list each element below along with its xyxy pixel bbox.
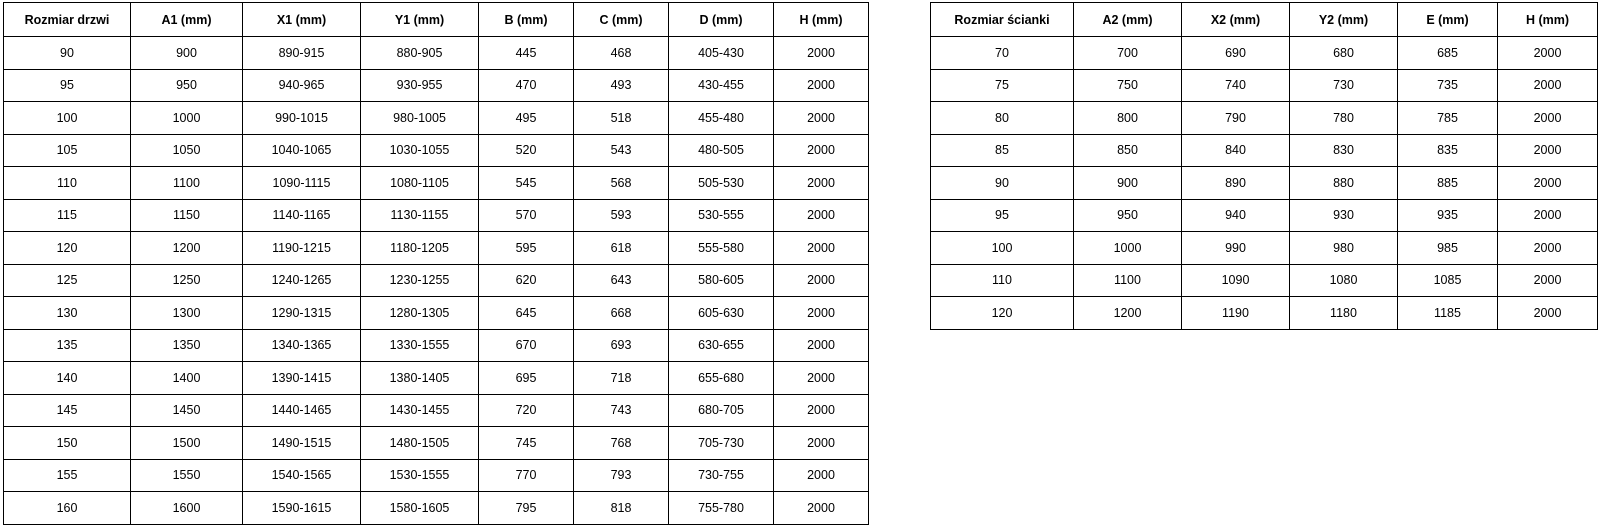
doors-cell: 2000 — [774, 199, 869, 232]
doors-cell: 1380-1405 — [361, 362, 479, 395]
walls-cell: 685 — [1398, 37, 1498, 70]
doors-cell: 2000 — [774, 134, 869, 167]
doors-cell: 645 — [479, 297, 574, 330]
walls-cell: 1090 — [1182, 264, 1290, 297]
doors-cell: 770 — [479, 459, 574, 492]
doors-cell: 890-915 — [243, 37, 361, 70]
doors-cell: 1540-1565 — [243, 459, 361, 492]
walls-cell: 900 — [1074, 167, 1182, 200]
doors-cell: 1140-1165 — [243, 199, 361, 232]
doors-cell: 595 — [479, 232, 574, 265]
walls-cell: 750 — [1074, 69, 1182, 102]
doors-cell: 1280-1305 — [361, 297, 479, 330]
walls-cell: 120 — [931, 297, 1074, 330]
doors-dimensions-table-container — [3, 2, 869, 525]
doors-cell: 493 — [574, 69, 669, 102]
doors-cell: 880-905 — [361, 37, 479, 70]
walls-cell: 90 — [931, 167, 1074, 200]
table-row — [931, 37, 1598, 70]
walls-cell: 75 — [931, 69, 1074, 102]
walls-cell: 735 — [1398, 69, 1498, 102]
doors-cell: 668 — [574, 297, 669, 330]
doors-cell: 980-1005 — [361, 102, 479, 135]
table-row — [931, 232, 1598, 265]
walls-cell: 885 — [1398, 167, 1498, 200]
table-row — [4, 297, 869, 330]
doors-cell: 160 — [4, 492, 131, 525]
doors-cell: 520 — [479, 134, 574, 167]
walls-cell: 2000 — [1498, 69, 1598, 102]
table-row — [4, 167, 869, 200]
walls-cell: 2000 — [1498, 102, 1598, 135]
doors-cell: 1290-1315 — [243, 297, 361, 330]
walls-cell: 2000 — [1498, 264, 1598, 297]
doors-cell: 580-605 — [669, 264, 774, 297]
walls-cell: 730 — [1290, 69, 1398, 102]
walls-cell: 1100 — [1074, 264, 1182, 297]
table-row — [4, 459, 869, 492]
doors-cell: 768 — [574, 427, 669, 460]
doors-cell: 1390-1415 — [243, 362, 361, 395]
doors-cell: 718 — [574, 362, 669, 395]
doors-cell: 680-705 — [669, 394, 774, 427]
doors-cell: 1040-1065 — [243, 134, 361, 167]
doors-cell: 2000 — [774, 297, 869, 330]
table-row — [931, 199, 1598, 232]
doors-cell: 405-430 — [669, 37, 774, 70]
doors-cell: 135 — [4, 329, 131, 362]
doors-cell: 693 — [574, 329, 669, 362]
table-body — [4, 37, 869, 525]
table-row — [931, 102, 1598, 135]
doors-cell: 145 — [4, 394, 131, 427]
doors-cell: 1430-1455 — [361, 394, 479, 427]
walls-cell: 100 — [931, 232, 1074, 265]
doors-cell: 100 — [4, 102, 131, 135]
table-body — [931, 37, 1598, 330]
doors-cell: 1590-1615 — [243, 492, 361, 525]
doors-cell: 900 — [131, 37, 243, 70]
walls-cell: 980 — [1290, 232, 1398, 265]
doors-cell: 505-530 — [669, 167, 774, 200]
doors-cell: 818 — [574, 492, 669, 525]
doors-cell: 1190-1215 — [243, 232, 361, 265]
doors-cell: 1550 — [131, 459, 243, 492]
doors-cell: 1030-1055 — [361, 134, 479, 167]
doors-cell: 140 — [4, 362, 131, 395]
doors-cell: 2000 — [774, 362, 869, 395]
table-row — [4, 134, 869, 167]
doors-cell: 1130-1155 — [361, 199, 479, 232]
doors-cell: 1000 — [131, 102, 243, 135]
doors-cell: 2000 — [774, 167, 869, 200]
doors-cell: 150 — [4, 427, 131, 460]
walls-cell: 930 — [1290, 199, 1398, 232]
doors-column-header: X1 (mm) — [243, 3, 361, 37]
walls-cell: 700 — [1074, 37, 1182, 70]
walls-cell: 940 — [1182, 199, 1290, 232]
doors-cell: 480-505 — [669, 134, 774, 167]
doors-cell: 1330-1555 — [361, 329, 479, 362]
doors-cell: 110 — [4, 167, 131, 200]
walls-cell: 800 — [1074, 102, 1182, 135]
doors-cell: 705-730 — [669, 427, 774, 460]
doors-cell: 115 — [4, 199, 131, 232]
doors-cell: 155 — [4, 459, 131, 492]
doors-cell: 655-680 — [669, 362, 774, 395]
table-row — [931, 297, 1598, 330]
doors-cell: 2000 — [774, 394, 869, 427]
walls-cell: 1000 — [1074, 232, 1182, 265]
doors-cell: 1450 — [131, 394, 243, 427]
doors-column-header: H (mm) — [774, 3, 869, 37]
doors-column-header: A1 (mm) — [131, 3, 243, 37]
doors-cell: 730-755 — [669, 459, 774, 492]
doors-cell: 1080-1105 — [361, 167, 479, 200]
doors-cell: 743 — [574, 394, 669, 427]
doors-cell: 1480-1505 — [361, 427, 479, 460]
doors-cell: 1340-1365 — [243, 329, 361, 362]
walls-cell: 680 — [1290, 37, 1398, 70]
walls-cell: 2000 — [1498, 134, 1598, 167]
walls-column-header: E (mm) — [1398, 3, 1498, 37]
doors-cell: 2000 — [774, 102, 869, 135]
walls-column-header: H (mm) — [1498, 3, 1598, 37]
table-row — [4, 329, 869, 362]
doors-cell: 445 — [479, 37, 574, 70]
table-row — [931, 69, 1598, 102]
doors-cell: 745 — [479, 427, 574, 460]
doors-cell: 755-780 — [669, 492, 774, 525]
walls-cell: 2000 — [1498, 167, 1598, 200]
doors-cell: 643 — [574, 264, 669, 297]
doors-cell: 125 — [4, 264, 131, 297]
doors-cell: 1580-1605 — [361, 492, 479, 525]
table-row — [4, 102, 869, 135]
doors-cell: 1530-1555 — [361, 459, 479, 492]
walls-cell: 1200 — [1074, 297, 1182, 330]
doors-cell: 930-955 — [361, 69, 479, 102]
doors-cell: 950 — [131, 69, 243, 102]
table-row — [4, 394, 869, 427]
table-row — [4, 199, 869, 232]
doors-cell: 1090-1115 — [243, 167, 361, 200]
doors-cell: 720 — [479, 394, 574, 427]
walls-cell: 835 — [1398, 134, 1498, 167]
doors-cell: 793 — [574, 459, 669, 492]
doors-cell: 1440-1465 — [243, 394, 361, 427]
table-row — [4, 362, 869, 395]
doors-cell: 495 — [479, 102, 574, 135]
doors-cell: 593 — [574, 199, 669, 232]
doors-cell: 90 — [4, 37, 131, 70]
walls-dimensions-table — [930, 2, 1598, 330]
walls-column-header: A2 (mm) — [1074, 3, 1182, 37]
doors-cell: 555-580 — [669, 232, 774, 265]
walls-cell: 2000 — [1498, 37, 1598, 70]
doors-cell: 795 — [479, 492, 574, 525]
doors-cell: 1050 — [131, 134, 243, 167]
doors-cell: 1300 — [131, 297, 243, 330]
doors-cell: 630-655 — [669, 329, 774, 362]
walls-cell: 1085 — [1398, 264, 1498, 297]
doors-cell: 1600 — [131, 492, 243, 525]
walls-cell: 80 — [931, 102, 1074, 135]
walls-cell: 2000 — [1498, 232, 1598, 265]
doors-cell: 1150 — [131, 199, 243, 232]
doors-cell: 2000 — [774, 459, 869, 492]
doors-cell: 570 — [479, 199, 574, 232]
doors-cell: 670 — [479, 329, 574, 362]
walls-cell: 780 — [1290, 102, 1398, 135]
doors-cell: 468 — [574, 37, 669, 70]
doors-cell: 2000 — [774, 69, 869, 102]
table-row — [931, 264, 1598, 297]
doors-column-header: B (mm) — [479, 3, 574, 37]
walls-cell: 70 — [931, 37, 1074, 70]
walls-cell: 1180 — [1290, 297, 1398, 330]
doors-cell: 2000 — [774, 427, 869, 460]
walls-cell: 840 — [1182, 134, 1290, 167]
walls-cell: 785 — [1398, 102, 1498, 135]
doors-cell: 620 — [479, 264, 574, 297]
doors-cell: 1250 — [131, 264, 243, 297]
doors-cell: 1200 — [131, 232, 243, 265]
doors-cell: 455-480 — [669, 102, 774, 135]
table-row — [4, 264, 869, 297]
walls-cell: 790 — [1182, 102, 1290, 135]
walls-cell: 935 — [1398, 199, 1498, 232]
walls-cell: 95 — [931, 199, 1074, 232]
table-row — [931, 167, 1598, 200]
walls-dimensions-table-container — [930, 2, 1598, 330]
doors-cell: 1400 — [131, 362, 243, 395]
walls-cell: 740 — [1182, 69, 1290, 102]
walls-cell: 110 — [931, 264, 1074, 297]
walls-cell: 880 — [1290, 167, 1398, 200]
doors-dimensions-table — [3, 2, 869, 525]
walls-cell: 990 — [1182, 232, 1290, 265]
doors-cell: 1500 — [131, 427, 243, 460]
doors-cell: 470 — [479, 69, 574, 102]
walls-cell: 690 — [1182, 37, 1290, 70]
doors-cell: 1230-1255 — [361, 264, 479, 297]
doors-column-header: Y1 (mm) — [361, 3, 479, 37]
doors-cell: 545 — [479, 167, 574, 200]
walls-cell: 2000 — [1498, 199, 1598, 232]
doors-cell: 2000 — [774, 37, 869, 70]
walls-cell: 2000 — [1498, 297, 1598, 330]
doors-cell: 130 — [4, 297, 131, 330]
walls-column-header: X2 (mm) — [1182, 3, 1290, 37]
doors-cell: 618 — [574, 232, 669, 265]
doors-cell: 518 — [574, 102, 669, 135]
table-row — [931, 134, 1598, 167]
doors-cell: 2000 — [774, 329, 869, 362]
table-row — [4, 232, 869, 265]
doors-cell: 695 — [479, 362, 574, 395]
walls-cell: 950 — [1074, 199, 1182, 232]
walls-cell: 985 — [1398, 232, 1498, 265]
doors-cell: 990-1015 — [243, 102, 361, 135]
walls-column-header: Rozmiar ścianki — [931, 3, 1074, 37]
walls-cell: 85 — [931, 134, 1074, 167]
table-header-row — [931, 3, 1598, 37]
doors-cell: 543 — [574, 134, 669, 167]
doors-cell: 1180-1205 — [361, 232, 479, 265]
walls-column-header: Y2 (mm) — [1290, 3, 1398, 37]
table-header-row — [4, 3, 869, 37]
doors-cell: 1350 — [131, 329, 243, 362]
table-row — [4, 492, 869, 525]
doors-cell: 2000 — [774, 232, 869, 265]
table-row — [4, 427, 869, 460]
table-row — [4, 37, 869, 70]
doors-cell: 1100 — [131, 167, 243, 200]
doors-cell: 1490-1515 — [243, 427, 361, 460]
doors-cell: 530-555 — [669, 199, 774, 232]
doors-cell: 1240-1265 — [243, 264, 361, 297]
doors-cell: 605-630 — [669, 297, 774, 330]
walls-cell: 890 — [1182, 167, 1290, 200]
doors-cell: 940-965 — [243, 69, 361, 102]
doors-cell: 568 — [574, 167, 669, 200]
walls-cell: 850 — [1074, 134, 1182, 167]
walls-cell: 1190 — [1182, 297, 1290, 330]
doors-cell: 105 — [4, 134, 131, 167]
walls-cell: 1080 — [1290, 264, 1398, 297]
doors-cell: 2000 — [774, 492, 869, 525]
doors-column-header: Rozmiar drzwi — [4, 3, 131, 37]
walls-cell: 830 — [1290, 134, 1398, 167]
doors-column-header: C (mm) — [574, 3, 669, 37]
doors-cell: 430-455 — [669, 69, 774, 102]
table-row — [4, 69, 869, 102]
doors-column-header: D (mm) — [669, 3, 774, 37]
walls-cell: 1185 — [1398, 297, 1498, 330]
doors-cell: 95 — [4, 69, 131, 102]
doors-cell: 2000 — [774, 264, 869, 297]
doors-cell: 120 — [4, 232, 131, 265]
